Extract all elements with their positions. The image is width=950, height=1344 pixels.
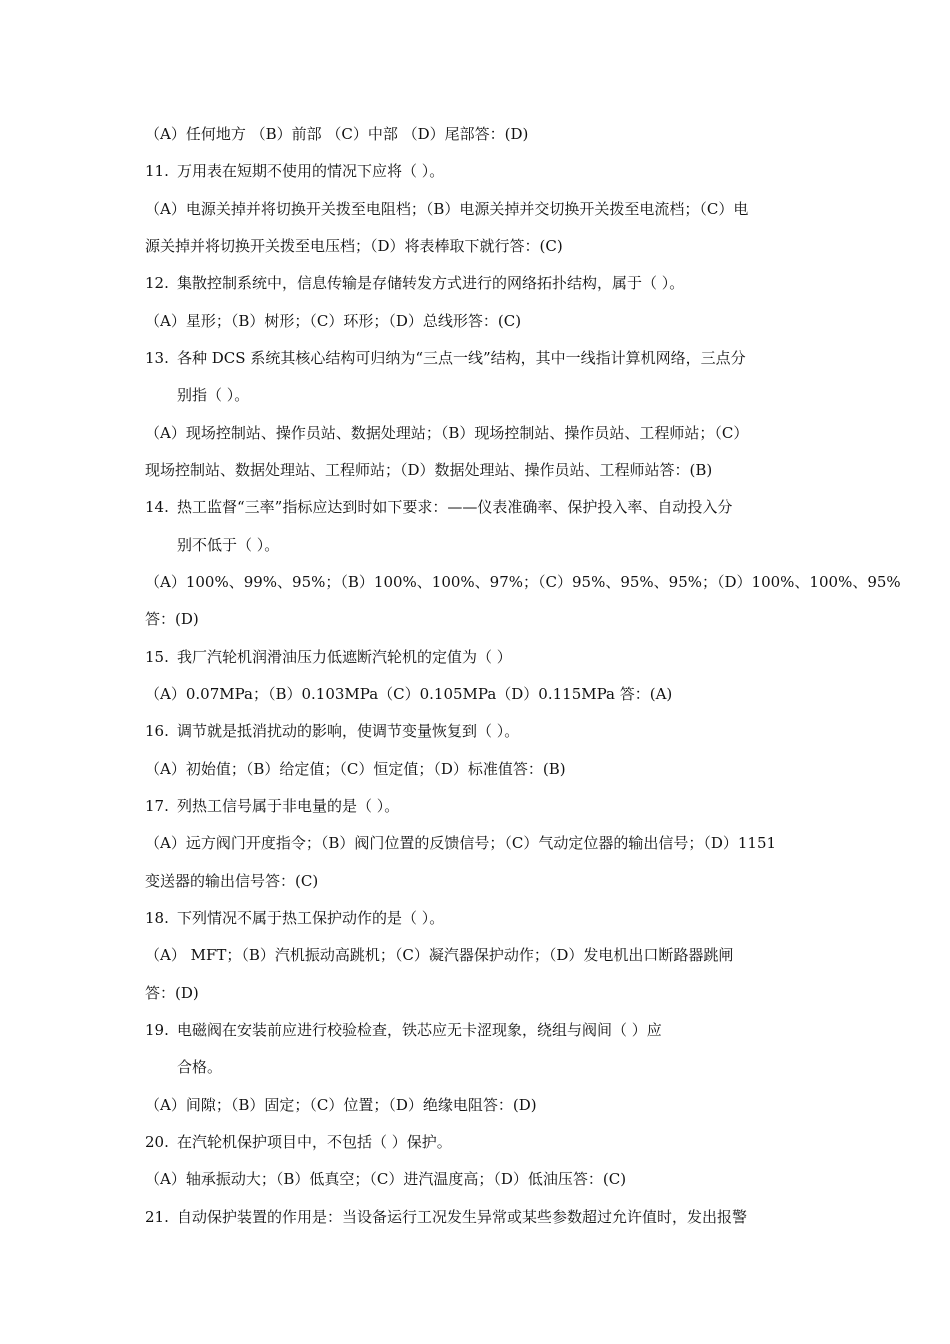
question-text: 万用表在短期不使用的情况下应将（ ）。 <box>177 162 445 180</box>
question-number: 21. <box>145 1208 169 1226</box>
question-text-continued: 别不低于（ ）。 <box>177 536 280 554</box>
question-text-continued: 别指（ ）。 <box>177 386 250 404</box>
question-text: 我厂汽轮机润滑油压力低遮断汽轮机的定值为（ ） <box>177 648 512 666</box>
question-number: 15. <box>145 648 169 666</box>
question-text: 自动保护装置的作用是：当设备运行工况发生异常或某些参数超过允许值时，发出报警 <box>177 1208 748 1226</box>
question-text: 在汽轮机保护项目中，不包括（ ）保护。 <box>177 1133 452 1151</box>
option-line: （A）间隙；（B）固定；（C）位置；（D）绝缘电阻答：(D) <box>145 1096 537 1114</box>
question-text: 热工监督“三率”指标应达到时如下要求：——仪表准确率、保护投入率、自动投入分 <box>177 498 733 516</box>
option-line: 答：(D) <box>145 610 199 628</box>
option-line: （A）初始值；（B）给定值；（C）恒定值；（D）标准值答：(B) <box>145 760 566 778</box>
option-line: 源关掉并将切换开关拨至电压档；（D）将表棒取下就行答：(C) <box>145 237 563 255</box>
option-line: 现场控制站、数据处理站、工程师站；（D）数据处理站、操作员站、工程师站答：(B) <box>145 461 713 479</box>
option-line: （A）远方阀门开度指令；（B）阀门位置的反馈信号；（C）气动定位器的输出信号；（D）1151 <box>145 834 777 852</box>
option-line: （A） MFT；（B）汽机振动高跳机；（C）凝汽器保护动作；（D）发电机出口断路器跳闸 <box>145 946 734 964</box>
question-number: 16. <box>145 722 169 740</box>
question-number: 17. <box>145 797 169 815</box>
question-number: 11. <box>145 162 169 180</box>
option-line: （A）电源关掉并将切换开关拨至电阻档；（B）电源关掉并交切换开关拨至电流档；（C）电 <box>145 200 749 218</box>
option-line: 变送器的输出信号答：(C) <box>145 872 319 890</box>
option-line: （A）现场控制站、操作员站、数据处理站；（B）现场控制站、操作员站、工程师站；（C） <box>145 424 749 442</box>
question-text: 列热工信号属于非电量的是（ ）。 <box>177 797 400 815</box>
question-text: 下列情况不属于热工保护动作的是（ ）。 <box>177 909 445 927</box>
option-line: （A）任何地方 （B）前部 （C）中部 （D）尾部答：(D) <box>145 125 529 143</box>
option-line: 答：(D) <box>145 984 199 1002</box>
question-number: 20. <box>145 1133 169 1151</box>
question-number: 19. <box>145 1021 169 1039</box>
question-number: 18. <box>145 909 169 927</box>
question-text: 集散控制系统中，信息传输是存储转发方式进行的网络拓扑结构，属于（ ）。 <box>177 274 685 292</box>
option-line: （A）星形；（B）树形；（C）环形；（D）总线形答：(C) <box>145 312 522 330</box>
question-text-continued: 合格。 <box>177 1058 223 1076</box>
question-number: 14. <box>145 498 169 516</box>
question-text: 调节就是抵消扰动的影响，使调节变量恢复到（ ）。 <box>177 722 520 740</box>
option-line: （A）轴承振动大；（B）低真空；（C）进汽温度高；（D）低油压答：(C) <box>145 1170 627 1188</box>
option-line: （A）100%、99%、95%；（B）100%、100%、97%；（C）95%、95%、95%；（D）100%、100%、95% <box>145 573 901 591</box>
question-number: 13. <box>145 349 169 367</box>
question-text: 电磁阀在安装前应进行校验检查，铁芯应无卡涩现象，绕组与阀间（ ）应 <box>177 1021 662 1039</box>
option-line: （A）0.07MPa；（B）0.103MPa（C）0.105MPa（D）0.115MPa 答：(A) <box>145 685 673 703</box>
question-text: 各种 DCS 系统其核心结构可归纳为“三点一线”结构，其中一线指计算机网络，三点分 <box>177 349 746 367</box>
question-number: 12. <box>145 274 169 292</box>
